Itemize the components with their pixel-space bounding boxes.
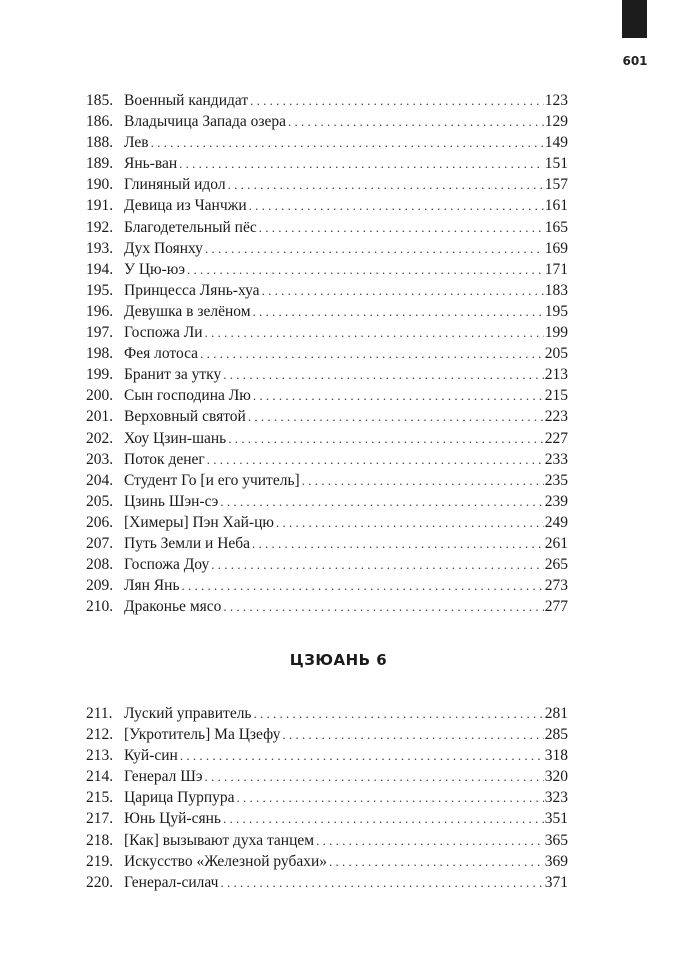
toc-entry <box>86 449 568 470</box>
dot-leader <box>179 153 544 174</box>
entry-page: 149 <box>544 134 568 152</box>
toc-entry <box>86 470 568 491</box>
entry-page: 171 <box>544 260 568 278</box>
entry-page: 273 <box>544 577 568 595</box>
entry-number: 193. <box>86 239 114 257</box>
dot-leader <box>211 554 544 575</box>
dot-leader <box>205 766 544 787</box>
entry-title: Принцесса Лянь-хуа <box>124 281 260 299</box>
toc-entry <box>86 596 568 617</box>
entry-page: 265 <box>544 556 568 574</box>
entry-title: Бранит за утку <box>124 366 222 384</box>
dot-leader <box>329 851 544 872</box>
entry-page: 235 <box>544 471 568 489</box>
toc-entry <box>86 406 568 427</box>
entry-page: 261 <box>544 534 568 552</box>
dot-leader <box>262 280 544 301</box>
dot-leader <box>302 470 544 491</box>
toc-entry <box>86 153 568 174</box>
toc-entry <box>86 787 568 808</box>
dot-leader <box>180 745 544 766</box>
dot-leader <box>223 596 543 617</box>
entry-title: Искусство «Железной рубахи» <box>124 852 328 870</box>
entry-title: Дух Поянху <box>124 239 203 257</box>
dot-leader <box>223 364 544 385</box>
entry-number: 209. <box>86 577 114 595</box>
toc-entry <box>86 259 568 280</box>
dot-leader <box>254 703 544 724</box>
entry-title: Девица из Чанчжи <box>124 197 247 215</box>
entry-page: 320 <box>544 768 568 786</box>
entry-page: 213 <box>544 366 568 384</box>
entry-title: Госпожа Доу <box>124 556 210 574</box>
entry-title: Лян Янь <box>124 577 180 595</box>
dot-leader <box>228 428 544 449</box>
dot-leader <box>200 343 544 364</box>
entry-title: Поток денег <box>124 450 205 468</box>
toc-entry <box>86 280 568 301</box>
entry-number: 191. <box>86 197 114 215</box>
entry-title: Верховный святой <box>124 408 246 426</box>
entry-number: 194. <box>86 260 114 278</box>
dot-leader <box>253 385 544 406</box>
entry-number: 189. <box>86 155 114 173</box>
entry-number: 199. <box>86 366 114 384</box>
dot-leader <box>316 830 544 851</box>
toc-entry <box>86 343 568 364</box>
entry-title: [Как] вызывают духа танцем <box>124 831 315 849</box>
entry-title: Драконье мясо <box>124 598 222 616</box>
entry-title: Фея лотоса <box>124 345 199 363</box>
entry-title: Генерал-силач <box>124 873 219 891</box>
toc-entry <box>86 174 568 195</box>
entry-page: 233 <box>544 450 568 468</box>
entry-number: 203. <box>86 450 114 468</box>
entry-page: 371 <box>544 873 568 891</box>
entry-title: Сын господина Лю <box>124 387 251 405</box>
toc-entry <box>86 322 568 343</box>
toc-entry <box>86 533 568 554</box>
entry-number: 185. <box>86 92 114 109</box>
dot-leader <box>253 301 544 322</box>
toc-entry <box>86 703 568 724</box>
entry-number: 198. <box>86 345 114 363</box>
dot-leader <box>205 322 544 343</box>
entry-page: 151 <box>544 155 568 173</box>
dot-leader <box>182 575 544 596</box>
toc-entry <box>86 491 568 512</box>
dot-leader <box>187 259 544 280</box>
entry-number: 197. <box>86 324 114 342</box>
entry-number: 218. <box>86 831 114 849</box>
entry-title: [Укротитель] Ма Цзефу <box>124 726 281 744</box>
entry-page: 161 <box>544 197 568 215</box>
entry-number: 206. <box>86 513 114 531</box>
entry-number: 205. <box>86 492 114 510</box>
entry-number: 195. <box>86 281 114 299</box>
dot-leader <box>205 238 544 259</box>
entry-number: 220. <box>86 873 114 891</box>
entry-title: Девушка в зелёном <box>124 302 251 320</box>
entry-page: 351 <box>544 810 568 828</box>
entry-page: 123 <box>544 92 568 109</box>
dot-leader <box>207 449 544 470</box>
entry-number: 190. <box>86 176 114 194</box>
entry-number: 210. <box>86 598 114 616</box>
dot-leader <box>249 195 544 216</box>
entry-title: Луский управитель <box>124 705 252 722</box>
toc-entry <box>86 724 568 745</box>
entry-number: 186. <box>86 113 114 131</box>
entry-number: 188. <box>86 134 114 152</box>
entry-page: 285 <box>544 726 568 744</box>
entry-title: Цзинь Шэн-сэ <box>124 492 219 510</box>
entry-title: Военный кандидат <box>124 92 249 109</box>
entry-page: 169 <box>544 239 568 257</box>
dot-leader <box>223 808 544 829</box>
entry-page: 239 <box>544 492 568 510</box>
entry-page: 215 <box>544 387 568 405</box>
toc-entry <box>86 111 568 132</box>
toc-entry <box>86 554 568 575</box>
entry-number: 192. <box>86 218 114 236</box>
entry-page: 365 <box>544 831 568 849</box>
entry-title: Янь-ван <box>124 155 178 173</box>
toc-entry <box>86 195 568 216</box>
toc-entry <box>86 575 568 596</box>
page-number: 601 <box>622 54 648 68</box>
entry-page: 157 <box>544 176 568 194</box>
toc-entry <box>86 385 568 406</box>
toc-entry <box>86 745 568 766</box>
entry-title: Лев <box>124 134 149 152</box>
entry-page: 223 <box>544 408 568 426</box>
entry-number: 202. <box>86 429 114 447</box>
dot-leader <box>283 724 544 745</box>
entry-number: 201. <box>86 408 114 426</box>
entry-page: 277 <box>544 598 568 616</box>
entry-number: 215. <box>86 789 114 807</box>
entry-number: 213. <box>86 747 114 765</box>
entry-number: 219. <box>86 852 114 870</box>
toc-entry <box>86 851 568 872</box>
entry-number: 212. <box>86 726 114 744</box>
toc-entry <box>86 301 568 322</box>
entry-title: Царица Пурпура <box>124 789 235 807</box>
entry-page: 195 <box>544 302 568 320</box>
page-corner-marker <box>622 0 647 38</box>
toc-entry <box>86 512 568 533</box>
entry-page: 318 <box>544 747 568 765</box>
entry-page: 129 <box>544 113 568 131</box>
dot-leader <box>276 512 544 533</box>
dot-leader <box>151 132 544 153</box>
entry-number: 196. <box>86 302 114 320</box>
entry-title: Юнь Цуй-сянь <box>124 810 221 828</box>
entry-page: 183 <box>544 281 568 299</box>
toc-entry <box>86 132 568 153</box>
toc-entry <box>86 766 568 787</box>
toc-entry <box>86 238 568 259</box>
toc-list-1 <box>86 90 568 617</box>
entry-title: Путь Земли и Неба <box>124 534 251 552</box>
entry-page: 249 <box>544 513 568 531</box>
entry-number: 208. <box>86 556 114 574</box>
entry-number: 214. <box>86 768 114 786</box>
entry-number: 200. <box>86 387 114 405</box>
toc-list-2 <box>86 703 568 893</box>
entry-title: Владычица Запада озера <box>124 113 287 131</box>
dot-leader <box>252 533 544 554</box>
dot-leader <box>248 406 544 427</box>
entry-number: 207. <box>86 534 114 552</box>
dot-leader <box>250 90 544 111</box>
toc-entry <box>86 872 568 893</box>
dot-leader <box>259 217 544 238</box>
toc-entry <box>86 830 568 851</box>
toc-entry <box>86 808 568 829</box>
dot-leader <box>228 174 544 195</box>
entry-page: 281 <box>544 705 568 722</box>
dot-leader <box>220 872 543 893</box>
entry-page: 205 <box>544 345 568 363</box>
entry-title: Глиняный идол <box>124 176 226 194</box>
dot-leader <box>288 111 544 132</box>
entry-page: 323 <box>544 789 568 807</box>
entry-number: 217. <box>86 810 114 828</box>
entry-page: 165 <box>544 218 568 236</box>
toc-entry <box>86 428 568 449</box>
toc-entry <box>86 364 568 385</box>
entry-title: Хоу Цзин-шань <box>124 429 227 447</box>
entry-number: 211. <box>86 705 113 722</box>
entry-title: Благодетельный пёс <box>124 218 257 236</box>
entry-title: [Химеры] Пэн Хай-цю <box>124 513 274 531</box>
toc-entry <box>86 90 568 111</box>
entry-page: 369 <box>544 852 568 870</box>
entry-title: Куй-син <box>124 747 178 765</box>
entry-title: Студент Го [и его учитель] <box>124 471 300 489</box>
entry-number: 204. <box>86 471 114 489</box>
entry-page: 227 <box>544 429 568 447</box>
toc-entry <box>86 217 568 238</box>
section-heading: ЦЗЮАНЬ 6 <box>289 651 388 669</box>
entry-title: У Цю-юэ <box>124 260 186 278</box>
entry-page: 199 <box>544 324 568 342</box>
entry-title: Генерал Шэ <box>124 768 203 786</box>
dot-leader <box>237 787 544 808</box>
entry-title: Госпожа Ли <box>124 324 203 342</box>
dot-leader <box>220 491 543 512</box>
